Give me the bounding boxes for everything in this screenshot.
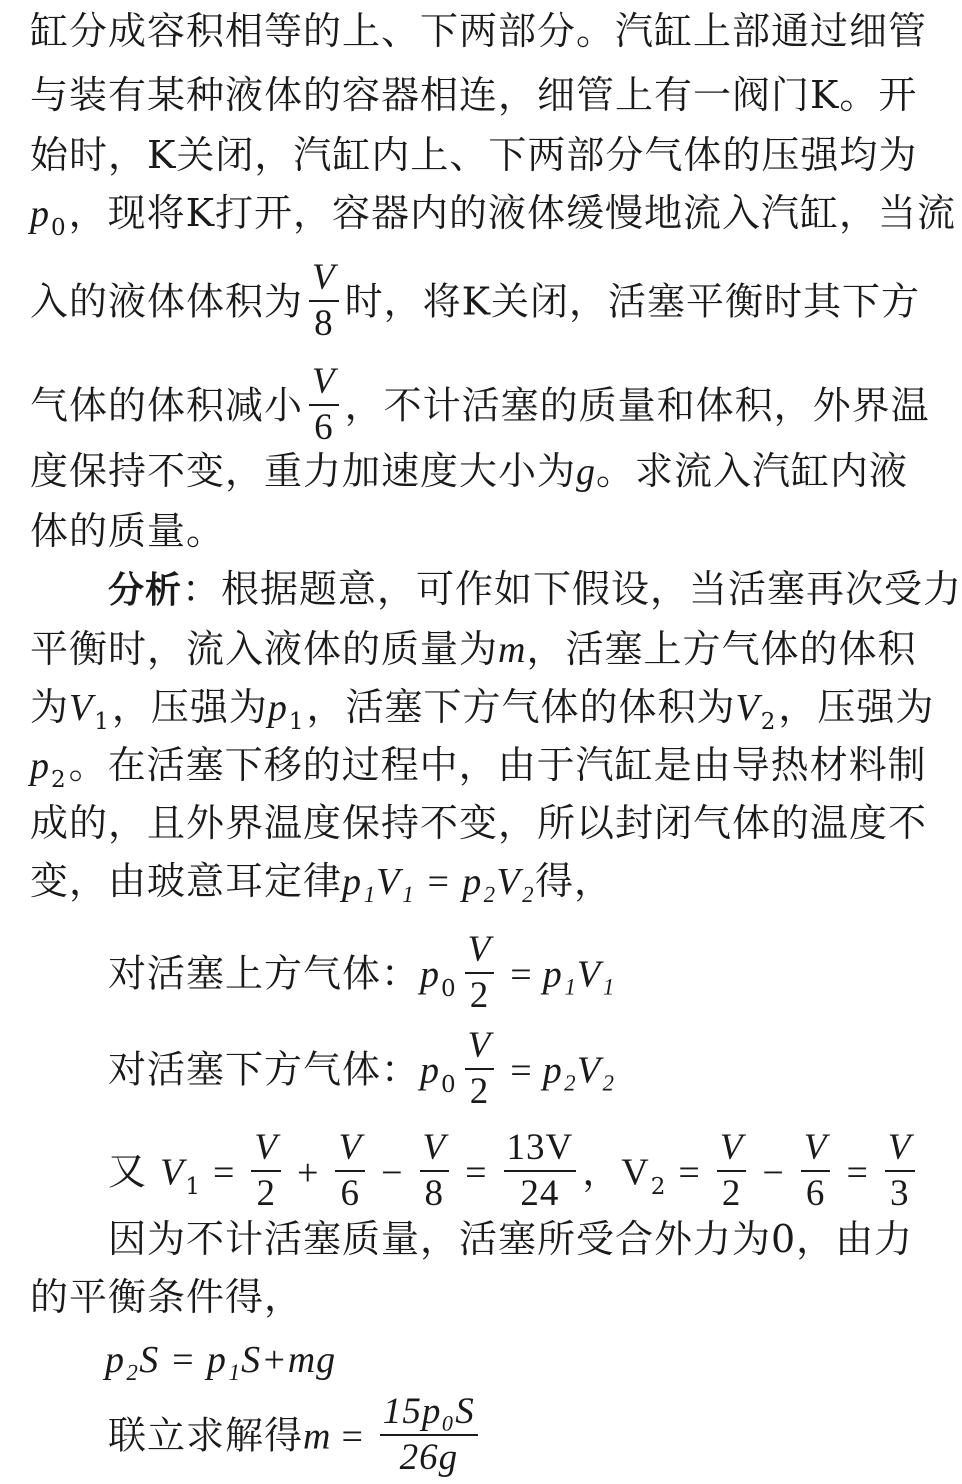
subscript: 0 (51, 215, 67, 241)
text-span: ，不计活塞的质量和体积，外界温 (344, 383, 930, 428)
fraction-denominator: 2 (721, 1173, 742, 1214)
text-span: 气体的体积减小 (30, 383, 304, 428)
text-span: ，压强为 (111, 685, 268, 729)
fraction-numerator: V (335, 1126, 365, 1172)
fraction-denominator: 26g (399, 1437, 459, 1478)
subscript: 0 (441, 1071, 457, 1098)
symbol-m: m (498, 629, 527, 671)
fraction (420, 1126, 450, 1216)
problem-line-7 (30, 448, 909, 495)
analysis-line-1 (108, 566, 962, 614)
equation: p₂S = p₁S+mg (105, 1339, 337, 1381)
fraction (309, 360, 339, 450)
text-span: 度保持不变，重力加速度大小为 (30, 449, 577, 493)
text-span: ，压强为 (778, 685, 935, 729)
fraction (465, 928, 495, 1018)
analysis-line-2 (30, 626, 917, 673)
symbol-p: p (30, 745, 50, 787)
problem-line-4 (30, 190, 957, 251)
boyle-law-equation: p₁V₁ = p₂V₂ (342, 861, 535, 903)
symbol-v: V (735, 687, 760, 729)
symbol-m: m (303, 1415, 332, 1458)
fraction (309, 256, 339, 346)
fraction-numerator: V (309, 256, 339, 302)
fraction-numerator: V (309, 360, 339, 406)
fraction-denominator: 3 (889, 1173, 910, 1214)
subscript: 2 (760, 709, 777, 735)
analysis-line-4 (30, 742, 927, 803)
fraction-denominator: 2 (469, 1071, 490, 1112)
text-span: ，活塞上方气体的体积 (526, 627, 917, 671)
subscript: 1 (185, 1173, 201, 1200)
analysis-line-6 (30, 858, 902, 905)
text-span: 又 (108, 1149, 148, 1194)
symbol-v: V (160, 1151, 185, 1194)
symbol-p: p (420, 953, 441, 996)
fraction (251, 1126, 281, 1216)
subscript: 0 (441, 975, 457, 1002)
text-span: 入的液体体积为 (30, 279, 304, 324)
text-span: 时，将K关闭，活塞平衡时其下方 (344, 279, 921, 324)
fraction-numerator: 15p₀S (380, 1390, 478, 1436)
symbol-p: p (420, 1049, 441, 1092)
fraction (801, 1126, 831, 1216)
text-span: ，V (582, 1151, 650, 1194)
fraction (380, 1390, 478, 1480)
text-span: 对活塞下方气体： (108, 1047, 421, 1092)
fraction (465, 1024, 495, 1114)
text-span: 为 (30, 685, 70, 729)
fraction-denominator: 6 (314, 407, 334, 448)
force-balance-equation (105, 1336, 902, 1383)
balance-line-1: 因为不计活塞质量，活塞所受合外力为0，由力 (108, 1217, 914, 1261)
symbol-v: V (69, 687, 94, 729)
analysis-line-3 (30, 684, 935, 745)
fraction-denominator: 8 (314, 303, 334, 344)
fraction (335, 1126, 365, 1216)
fraction (717, 1126, 747, 1216)
subscript: 2 (51, 767, 67, 793)
fraction-numerator: V (420, 1126, 450, 1172)
symbol-p: p (30, 193, 50, 235)
fraction (885, 1126, 915, 1216)
text-span: 平衡时，流入液体的质量为 (30, 627, 499, 671)
fraction-numerator: 13V (504, 1126, 577, 1172)
fraction-denominator: 2 (256, 1173, 276, 1214)
text-span: 变，由玻意耳定律 (30, 859, 343, 903)
problem-line-5 (30, 257, 921, 350)
equation-rhs: p₂V₂ (542, 1049, 616, 1092)
text-span: 。在活塞下移的过程中，由于汽缸是由导热材料制 (68, 743, 927, 787)
symbol-g: g (576, 451, 597, 493)
fraction-denominator: 6 (805, 1173, 826, 1214)
volume-equations: 又 $V_1$ = $\frac{V}{2}$ + $\frac{V}{6}$ − $\frac{V}{8}$ = $\frac{13V}{24}$ ，$V_2$ = $\frac{V}{2}$ − $\frac{V}{6}$ = $\frac{V}{3}$ (108, 1130, 902, 1220)
upper-gas-equation: 对活塞上方气体：$p_0$ $\frac{V}{2}$ = p₁V₁ (108, 929, 616, 1016)
subscript: 1 (288, 709, 305, 735)
text-span: 。求流入汽缸内液 (596, 449, 909, 493)
fraction-numerator: V (717, 1126, 747, 1172)
problem-line-8: 体的质量。 (30, 509, 226, 553)
fraction-denominator: 8 (424, 1173, 445, 1214)
analysis-line-5: 成的，且外界温度保持不变，所以封闭气体的温度不 (30, 801, 928, 845)
fraction-denominator: 24 (520, 1173, 560, 1214)
problem-line-2: 与装有某种液体的容器相连，细管上有一阀门K。开 (30, 73, 918, 117)
analysis-label: 分析 (108, 570, 183, 611)
fraction-numerator: V (885, 1126, 915, 1172)
text-span: ：根据题意，可作如下假设，当活塞再次受力 (182, 567, 962, 611)
equation-rhs: p₁V₁ (542, 953, 616, 996)
problem-line-1: 缸分成容积相等的上、下两部分。汽缸上部通过细管 (30, 9, 928, 53)
lower-gas-equation: 对活塞下方气体：$p_0$ $\frac{V}{2}$ = p₂V₂ (108, 1025, 616, 1112)
text-span: ，活塞下方气体的体积为 (306, 685, 736, 729)
subscript: 2 (650, 1173, 667, 1200)
text-span: 联立求解得 (108, 1413, 304, 1458)
text-span: 对活塞上方气体： (108, 951, 421, 996)
fraction (504, 1126, 577, 1216)
text-span: 得， (534, 859, 613, 903)
problem-line-6 (30, 361, 930, 454)
solution-line: 联立求解得m = $\frac{\text{15p₀S}}{26g}$ (108, 1394, 902, 1484)
problem-line-3: 始时，K关闭，汽缸内上、下两部分气体的压强均为 (30, 133, 918, 177)
balance-line-2: 的平衡条件得， (30, 1275, 304, 1319)
text-span: ，现将K打开，容器内的液体缓慢地流入汽缸，当流 (68, 191, 957, 235)
symbol-p: p (267, 687, 288, 729)
fraction-numerator: V (465, 1024, 495, 1070)
fraction-numerator: V (251, 1126, 281, 1172)
fraction-denominator: 2 (469, 975, 490, 1016)
fraction-denominator: 6 (340, 1173, 360, 1214)
fraction-numerator: V (465, 928, 495, 974)
fraction-numerator: V (801, 1126, 831, 1172)
subscript: 1 (94, 709, 110, 735)
